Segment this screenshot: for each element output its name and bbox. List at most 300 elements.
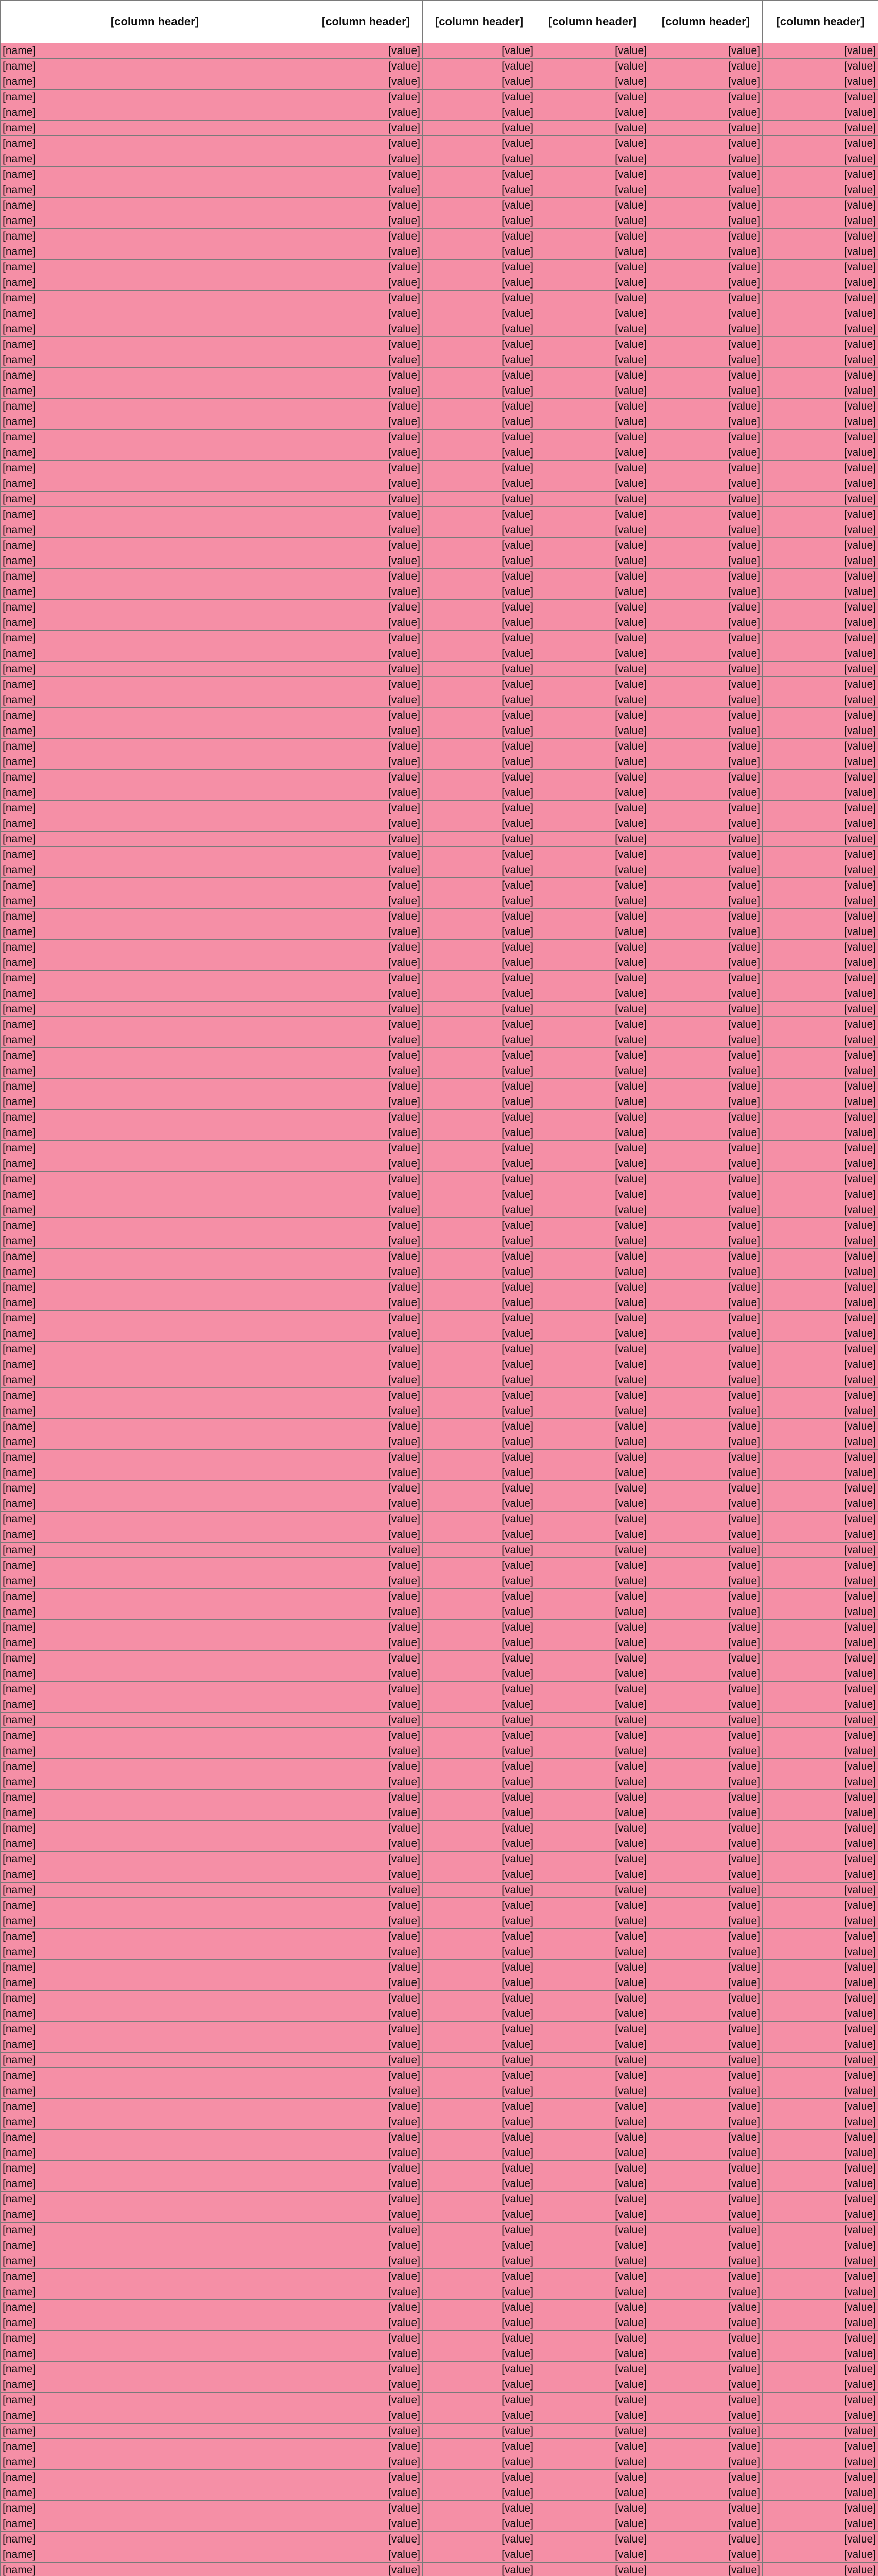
cell-baremo[interactable]: [value] (649, 569, 763, 584)
cell-oposicion[interactable]: [value] (536, 1666, 649, 1682)
cell-oposicion[interactable]: [value] (536, 337, 649, 352)
cell-score-2[interactable]: [value] (423, 136, 536, 151)
cell-concurso[interactable]: [value] (763, 461, 878, 476)
cell-concurso[interactable]: [value] (763, 2470, 878, 2485)
cell-score-2[interactable]: [value] (423, 167, 536, 182)
cell-score-2[interactable]: [value] (423, 1790, 536, 1805)
cell-oposicion[interactable]: [value] (536, 167, 649, 182)
cell-score-2[interactable]: [value] (423, 244, 536, 260)
cell-score-1[interactable]: [value] (309, 2516, 423, 2532)
cell-concurso[interactable]: [value] (763, 1512, 878, 1527)
cell-score-2[interactable]: [value] (423, 1991, 536, 2006)
cell-baremo[interactable]: [value] (649, 1821, 763, 1836)
cell-oposicion[interactable]: [value] (536, 151, 649, 167)
cell-score-1[interactable]: [value] (309, 801, 423, 816)
cell-score-1[interactable]: [value] (309, 74, 423, 90)
cell-name[interactable]: [name] (1, 909, 309, 924)
cell-score-1[interactable]: [value] (309, 1280, 423, 1295)
cell-concurso[interactable]: [value] (763, 105, 878, 121)
cell-score-1[interactable]: [value] (309, 739, 423, 754)
cell-score-2[interactable]: [value] (423, 1465, 536, 1481)
cell-oposicion[interactable]: [value] (536, 2269, 649, 2284)
cell-score-1[interactable]: [value] (309, 306, 423, 321)
cell-oposicion[interactable]: [value] (536, 2130, 649, 2145)
cell-score-2[interactable]: [value] (423, 1249, 536, 1264)
cell-score-1[interactable]: [value] (309, 1357, 423, 1372)
cell-name[interactable]: [name] (1, 2346, 309, 2362)
cell-oposicion[interactable]: [value] (536, 2315, 649, 2331)
cell-concurso[interactable]: [value] (763, 1759, 878, 1774)
cell-concurso[interactable]: [value] (763, 2145, 878, 2161)
cell-concurso[interactable]: [value] (763, 2454, 878, 2470)
cell-score-2[interactable]: [value] (423, 816, 536, 832)
cell-concurso[interactable]: [value] (763, 1233, 878, 1249)
cell-name[interactable]: [name] (1, 1032, 309, 1048)
cell-baremo[interactable]: [value] (649, 1125, 763, 1141)
cell-concurso[interactable]: [value] (763, 2300, 878, 2315)
cell-concurso[interactable]: [value] (763, 2532, 878, 2547)
cell-name[interactable]: [name] (1, 1434, 309, 1450)
cell-score-1[interactable]: [value] (309, 1017, 423, 1032)
cell-score-1[interactable]: [value] (309, 1032, 423, 1048)
cell-score-2[interactable]: [value] (423, 1311, 536, 1326)
cell-baremo[interactable]: [value] (649, 1790, 763, 1805)
cell-baremo[interactable]: [value] (649, 1465, 763, 1481)
cell-score-2[interactable]: [value] (423, 74, 536, 90)
cell-score-2[interactable]: [value] (423, 2501, 536, 2516)
cell-oposicion[interactable]: [value] (536, 476, 649, 492)
cell-oposicion[interactable]: [value] (536, 244, 649, 260)
cell-oposicion[interactable]: [value] (536, 1759, 649, 1774)
cell-score-2[interactable]: [value] (423, 1975, 536, 1991)
cell-concurso[interactable]: [value] (763, 615, 878, 631)
cell-oposicion[interactable]: [value] (536, 677, 649, 692)
cell-oposicion[interactable]: [value] (536, 229, 649, 244)
cell-baremo[interactable]: [value] (649, 430, 763, 445)
cell-concurso[interactable]: [value] (763, 2130, 878, 2145)
cell-baremo[interactable]: [value] (649, 1233, 763, 1249)
cell-name[interactable]: [name] (1, 1759, 309, 1774)
cell-name[interactable]: [name] (1, 847, 309, 862)
cell-name[interactable]: [name] (1, 1141, 309, 1156)
cell-concurso[interactable]: [value] (763, 631, 878, 646)
cell-score-2[interactable]: [value] (423, 692, 536, 708)
cell-concurso[interactable]: [value] (763, 2439, 878, 2454)
cell-score-1[interactable]: [value] (309, 167, 423, 182)
cell-baremo[interactable]: [value] (649, 770, 763, 785)
cell-concurso[interactable]: [value] (763, 1048, 878, 1063)
cell-oposicion[interactable]: [value] (536, 770, 649, 785)
cell-oposicion[interactable]: [value] (536, 2470, 649, 2485)
cell-concurso[interactable]: [value] (763, 1110, 878, 1125)
cell-score-2[interactable]: [value] (423, 739, 536, 754)
cell-baremo[interactable]: [value] (649, 646, 763, 662)
cell-score-1[interactable]: [value] (309, 2424, 423, 2439)
cell-oposicion[interactable]: [value] (536, 1202, 649, 1218)
cell-name[interactable]: [name] (1, 507, 309, 522)
cell-concurso[interactable]: [value] (763, 1249, 878, 1264)
cell-score-1[interactable]: [value] (309, 1450, 423, 1465)
cell-score-1[interactable]: [value] (309, 2207, 423, 2223)
column-header-concurso[interactable]: [column header] (763, 1, 878, 43)
cell-score-2[interactable]: [value] (423, 940, 536, 955)
cell-score-1[interactable]: [value] (309, 275, 423, 291)
cell-name[interactable]: [name] (1, 213, 309, 229)
cell-name[interactable]: [name] (1, 1048, 309, 1063)
cell-score-2[interactable]: [value] (423, 1264, 536, 1280)
cell-concurso[interactable]: [value] (763, 2563, 878, 2576)
cell-score-1[interactable]: [value] (309, 1063, 423, 1079)
cell-concurso[interactable]: [value] (763, 1527, 878, 1543)
cell-score-1[interactable]: [value] (309, 476, 423, 492)
cell-oposicion[interactable]: [value] (536, 1280, 649, 1295)
cell-name[interactable]: [name] (1, 785, 309, 801)
cell-score-2[interactable]: [value] (423, 1156, 536, 1172)
cell-baremo[interactable]: [value] (649, 492, 763, 507)
cell-concurso[interactable]: [value] (763, 1790, 878, 1805)
cell-score-2[interactable]: [value] (423, 1295, 536, 1311)
cell-concurso[interactable]: [value] (763, 1218, 878, 1233)
cell-oposicion[interactable]: [value] (536, 1465, 649, 1481)
cell-concurso[interactable]: [value] (763, 260, 878, 275)
cell-oposicion[interactable]: [value] (536, 522, 649, 538)
cell-oposicion[interactable]: [value] (536, 878, 649, 893)
cell-score-1[interactable]: [value] (309, 291, 423, 306)
cell-score-2[interactable]: [value] (423, 801, 536, 816)
cell-baremo[interactable]: [value] (649, 1913, 763, 1929)
cell-baremo[interactable]: [value] (649, 847, 763, 862)
cell-oposicion[interactable]: [value] (536, 291, 649, 306)
cell-name[interactable]: [name] (1, 1913, 309, 1929)
cell-score-1[interactable]: [value] (309, 986, 423, 1002)
cell-concurso[interactable]: [value] (763, 801, 878, 816)
cell-oposicion[interactable]: [value] (536, 553, 649, 569)
cell-concurso[interactable]: [value] (763, 1295, 878, 1311)
cell-score-2[interactable]: [value] (423, 708, 536, 723)
cell-baremo[interactable]: [value] (649, 2362, 763, 2377)
cell-score-1[interactable]: [value] (309, 631, 423, 646)
cell-baremo[interactable]: [value] (649, 1836, 763, 1852)
cell-score-2[interactable]: [value] (423, 1403, 536, 1419)
cell-score-2[interactable]: [value] (423, 476, 536, 492)
cell-baremo[interactable]: [value] (649, 2037, 763, 2053)
cell-score-1[interactable]: [value] (309, 754, 423, 770)
cell-oposicion[interactable]: [value] (536, 1156, 649, 1172)
cell-score-1[interactable]: [value] (309, 2346, 423, 2362)
cell-score-2[interactable]: [value] (423, 1852, 536, 1867)
cell-name[interactable]: [name] (1, 306, 309, 321)
cell-name[interactable]: [name] (1, 677, 309, 692)
cell-baremo[interactable]: [value] (649, 1512, 763, 1527)
cell-score-1[interactable]: [value] (309, 430, 423, 445)
cell-score-1[interactable]: [value] (309, 832, 423, 847)
cell-score-2[interactable]: [value] (423, 2207, 536, 2223)
cell-name[interactable]: [name] (1, 2192, 309, 2207)
cell-score-2[interactable]: [value] (423, 1728, 536, 1743)
cell-score-1[interactable]: [value] (309, 1589, 423, 1604)
cell-score-1[interactable]: [value] (309, 1682, 423, 1697)
cell-score-2[interactable]: [value] (423, 924, 536, 940)
cell-concurso[interactable]: [value] (763, 553, 878, 569)
cell-concurso[interactable]: [value] (763, 167, 878, 182)
cell-concurso[interactable]: [value] (763, 1481, 878, 1496)
cell-concurso[interactable]: [value] (763, 2176, 878, 2192)
cell-baremo[interactable]: [value] (649, 1805, 763, 1821)
cell-baremo[interactable]: [value] (649, 2269, 763, 2284)
cell-baremo[interactable]: [value] (649, 213, 763, 229)
cell-baremo[interactable]: [value] (649, 2176, 763, 2192)
cell-concurso[interactable]: [value] (763, 1713, 878, 1728)
cell-score-2[interactable]: [value] (423, 1002, 536, 1017)
cell-name[interactable]: [name] (1, 383, 309, 399)
cell-name[interactable]: [name] (1, 1836, 309, 1852)
cell-concurso[interactable]: [value] (763, 507, 878, 522)
cell-score-1[interactable]: [value] (309, 708, 423, 723)
cell-score-1[interactable]: [value] (309, 383, 423, 399)
cell-score-1[interactable]: [value] (309, 1110, 423, 1125)
cell-baremo[interactable]: [value] (649, 260, 763, 275)
cell-baremo[interactable]: [value] (649, 924, 763, 940)
cell-concurso[interactable]: [value] (763, 291, 878, 306)
cell-score-1[interactable]: [value] (309, 2083, 423, 2099)
cell-score-2[interactable]: [value] (423, 1280, 536, 1295)
cell-baremo[interactable]: [value] (649, 2083, 763, 2099)
cell-name[interactable]: [name] (1, 430, 309, 445)
cell-baremo[interactable]: [value] (649, 1450, 763, 1465)
cell-baremo[interactable]: [value] (649, 1960, 763, 1975)
cell-score-2[interactable]: [value] (423, 2192, 536, 2207)
cell-baremo[interactable]: [value] (649, 1110, 763, 1125)
cell-concurso[interactable]: [value] (763, 74, 878, 90)
cell-baremo[interactable]: [value] (649, 1852, 763, 1867)
cell-oposicion[interactable]: [value] (536, 321, 649, 337)
cell-score-2[interactable]: [value] (423, 522, 536, 538)
cell-name[interactable]: [name] (1, 167, 309, 182)
cell-name[interactable]: [name] (1, 1403, 309, 1419)
cell-score-1[interactable]: [value] (309, 770, 423, 785)
cell-oposicion[interactable]: [value] (536, 507, 649, 522)
cell-score-2[interactable]: [value] (423, 2408, 536, 2424)
cell-score-2[interactable]: [value] (423, 151, 536, 167)
cell-oposicion[interactable]: [value] (536, 1852, 649, 1867)
cell-score-1[interactable]: [value] (309, 2501, 423, 2516)
cell-baremo[interactable]: [value] (649, 1666, 763, 1682)
cell-score-1[interactable]: [value] (309, 1991, 423, 2006)
cell-concurso[interactable]: [value] (763, 2053, 878, 2068)
cell-score-1[interactable]: [value] (309, 662, 423, 677)
cell-name[interactable]: [name] (1, 924, 309, 940)
cell-concurso[interactable]: [value] (763, 1094, 878, 1110)
cell-score-2[interactable]: [value] (423, 507, 536, 522)
cell-score-2[interactable]: [value] (423, 43, 536, 59)
cell-oposicion[interactable]: [value] (536, 2253, 649, 2269)
cell-score-1[interactable]: [value] (309, 600, 423, 615)
cell-concurso[interactable]: [value] (763, 321, 878, 337)
cell-concurso[interactable]: [value] (763, 832, 878, 847)
cell-score-2[interactable]: [value] (423, 2362, 536, 2377)
cell-concurso[interactable]: [value] (763, 1311, 878, 1326)
cell-oposicion[interactable]: [value] (536, 1713, 649, 1728)
cell-baremo[interactable]: [value] (649, 1295, 763, 1311)
cell-baremo[interactable]: [value] (649, 1156, 763, 1172)
cell-concurso[interactable]: [value] (763, 121, 878, 136)
cell-score-2[interactable]: [value] (423, 2176, 536, 2192)
cell-baremo[interactable]: [value] (649, 43, 763, 59)
cell-name[interactable]: [name] (1, 1326, 309, 1342)
cell-name[interactable]: [name] (1, 1063, 309, 1079)
cell-score-2[interactable]: [value] (423, 1543, 536, 1558)
cell-name[interactable]: [name] (1, 2331, 309, 2346)
cell-baremo[interactable]: [value] (649, 1543, 763, 1558)
cell-score-1[interactable]: [value] (309, 507, 423, 522)
cell-name[interactable]: [name] (1, 2099, 309, 2114)
cell-score-2[interactable]: [value] (423, 1836, 536, 1852)
cell-concurso[interactable]: [value] (763, 971, 878, 986)
cell-score-1[interactable]: [value] (309, 151, 423, 167)
cell-baremo[interactable]: [value] (649, 2068, 763, 2083)
cell-name[interactable]: [name] (1, 2253, 309, 2269)
cell-score-2[interactable]: [value] (423, 862, 536, 878)
cell-score-2[interactable]: [value] (423, 2454, 536, 2470)
cell-name[interactable]: [name] (1, 1481, 309, 1496)
cell-oposicion[interactable]: [value] (536, 1589, 649, 1604)
cell-baremo[interactable]: [value] (649, 631, 763, 646)
cell-baremo[interactable]: [value] (649, 1713, 763, 1728)
column-header-score-2[interactable]: [column header] (423, 1, 536, 43)
cell-name[interactable]: [name] (1, 1527, 309, 1543)
cell-concurso[interactable]: [value] (763, 445, 878, 461)
cell-score-1[interactable]: [value] (309, 1883, 423, 1898)
cell-concurso[interactable]: [value] (763, 1450, 878, 1465)
cell-score-1[interactable]: [value] (309, 2006, 423, 2022)
cell-concurso[interactable]: [value] (763, 2377, 878, 2393)
cell-oposicion[interactable]: [value] (536, 182, 649, 198)
cell-score-1[interactable]: [value] (309, 2037, 423, 2053)
cell-baremo[interactable]: [value] (649, 2408, 763, 2424)
cell-name[interactable]: [name] (1, 1264, 309, 1280)
cell-baremo[interactable]: [value] (649, 1311, 763, 1326)
cell-name[interactable]: [name] (1, 1774, 309, 1790)
cell-score-1[interactable]: [value] (309, 1218, 423, 1233)
cell-baremo[interactable]: [value] (649, 1141, 763, 1156)
cell-score-2[interactable]: [value] (423, 878, 536, 893)
cell-oposicion[interactable]: [value] (536, 2485, 649, 2501)
cell-baremo[interactable]: [value] (649, 2192, 763, 2207)
cell-baremo[interactable]: [value] (649, 2331, 763, 2346)
cell-name[interactable]: [name] (1, 2022, 309, 2037)
cell-score-2[interactable]: [value] (423, 368, 536, 383)
cell-score-2[interactable]: [value] (423, 1867, 536, 1883)
cell-score-1[interactable]: [value] (309, 847, 423, 862)
cell-baremo[interactable]: [value] (649, 1249, 763, 1264)
cell-concurso[interactable]: [value] (763, 1156, 878, 1172)
cell-oposicion[interactable]: [value] (536, 2207, 649, 2223)
cell-concurso[interactable]: [value] (763, 182, 878, 198)
cell-score-1[interactable]: [value] (309, 1388, 423, 1403)
cell-score-1[interactable]: [value] (309, 2377, 423, 2393)
cell-score-2[interactable]: [value] (423, 352, 536, 368)
cell-concurso[interactable]: [value] (763, 708, 878, 723)
cell-score-1[interactable]: [value] (309, 1002, 423, 1017)
cell-concurso[interactable]: [value] (763, 1372, 878, 1388)
cell-oposicion[interactable]: [value] (536, 801, 649, 816)
cell-score-2[interactable]: [value] (423, 321, 536, 337)
cell-concurso[interactable]: [value] (763, 2068, 878, 2083)
cell-score-2[interactable]: [value] (423, 538, 536, 553)
cell-concurso[interactable]: [value] (763, 600, 878, 615)
cell-score-2[interactable]: [value] (423, 893, 536, 909)
cell-name[interactable]: [name] (1, 2485, 309, 2501)
cell-score-2[interactable]: [value] (423, 723, 536, 739)
cell-score-2[interactable]: [value] (423, 971, 536, 986)
cell-score-1[interactable]: [value] (309, 924, 423, 940)
cell-concurso[interactable]: [value] (763, 1805, 878, 1821)
cell-concurso[interactable]: [value] (763, 2099, 878, 2114)
cell-score-2[interactable]: [value] (423, 1233, 536, 1249)
cell-score-1[interactable]: [value] (309, 2563, 423, 2576)
cell-name[interactable]: [name] (1, 337, 309, 352)
cell-score-2[interactable]: [value] (423, 986, 536, 1002)
cell-baremo[interactable]: [value] (649, 708, 763, 723)
cell-oposicion[interactable]: [value] (536, 90, 649, 105)
cell-oposicion[interactable]: [value] (536, 2053, 649, 2068)
cell-oposicion[interactable]: [value] (536, 352, 649, 368)
cell-baremo[interactable]: [value] (649, 1898, 763, 1913)
cell-oposicion[interactable]: [value] (536, 74, 649, 90)
cell-baremo[interactable]: [value] (649, 2114, 763, 2130)
cell-score-1[interactable]: [value] (309, 1651, 423, 1666)
cell-concurso[interactable]: [value] (763, 244, 878, 260)
cell-score-2[interactable]: [value] (423, 2099, 536, 2114)
cell-score-2[interactable]: [value] (423, 1573, 536, 1589)
cell-score-2[interactable]: [value] (423, 1960, 536, 1975)
cell-score-2[interactable]: [value] (423, 1558, 536, 1573)
cell-name[interactable]: [name] (1, 723, 309, 739)
cell-name[interactable]: [name] (1, 2408, 309, 2424)
cell-baremo[interactable]: [value] (649, 2253, 763, 2269)
cell-concurso[interactable]: [value] (763, 198, 878, 213)
cell-baremo[interactable]: [value] (649, 862, 763, 878)
cell-score-2[interactable]: [value] (423, 770, 536, 785)
cell-baremo[interactable]: [value] (649, 1697, 763, 1713)
cell-concurso[interactable]: [value] (763, 692, 878, 708)
cell-score-1[interactable]: [value] (309, 492, 423, 507)
cell-score-1[interactable]: [value] (309, 1434, 423, 1450)
cell-concurso[interactable]: [value] (763, 2424, 878, 2439)
cell-score-2[interactable]: [value] (423, 631, 536, 646)
cell-score-2[interactable]: [value] (423, 1589, 536, 1604)
cell-score-1[interactable]: [value] (309, 2130, 423, 2145)
cell-name[interactable]: [name] (1, 893, 309, 909)
cell-baremo[interactable]: [value] (649, 1403, 763, 1419)
cell-name[interactable]: [name] (1, 2176, 309, 2192)
cell-oposicion[interactable]: [value] (536, 1512, 649, 1527)
cell-name[interactable]: [name] (1, 2563, 309, 2576)
cell-name[interactable]: [name] (1, 43, 309, 59)
cell-baremo[interactable]: [value] (649, 1388, 763, 1403)
cell-score-2[interactable]: [value] (423, 461, 536, 476)
cell-oposicion[interactable]: [value] (536, 59, 649, 74)
cell-concurso[interactable]: [value] (763, 2516, 878, 2532)
cell-baremo[interactable]: [value] (649, 1342, 763, 1357)
cell-score-2[interactable]: [value] (423, 2130, 536, 2145)
cell-name[interactable]: [name] (1, 105, 309, 121)
cell-score-2[interactable]: [value] (423, 1125, 536, 1141)
cell-name[interactable]: [name] (1, 1682, 309, 1697)
cell-oposicion[interactable]: [value] (536, 662, 649, 677)
cell-score-1[interactable]: [value] (309, 909, 423, 924)
cell-concurso[interactable]: [value] (763, 1388, 878, 1403)
